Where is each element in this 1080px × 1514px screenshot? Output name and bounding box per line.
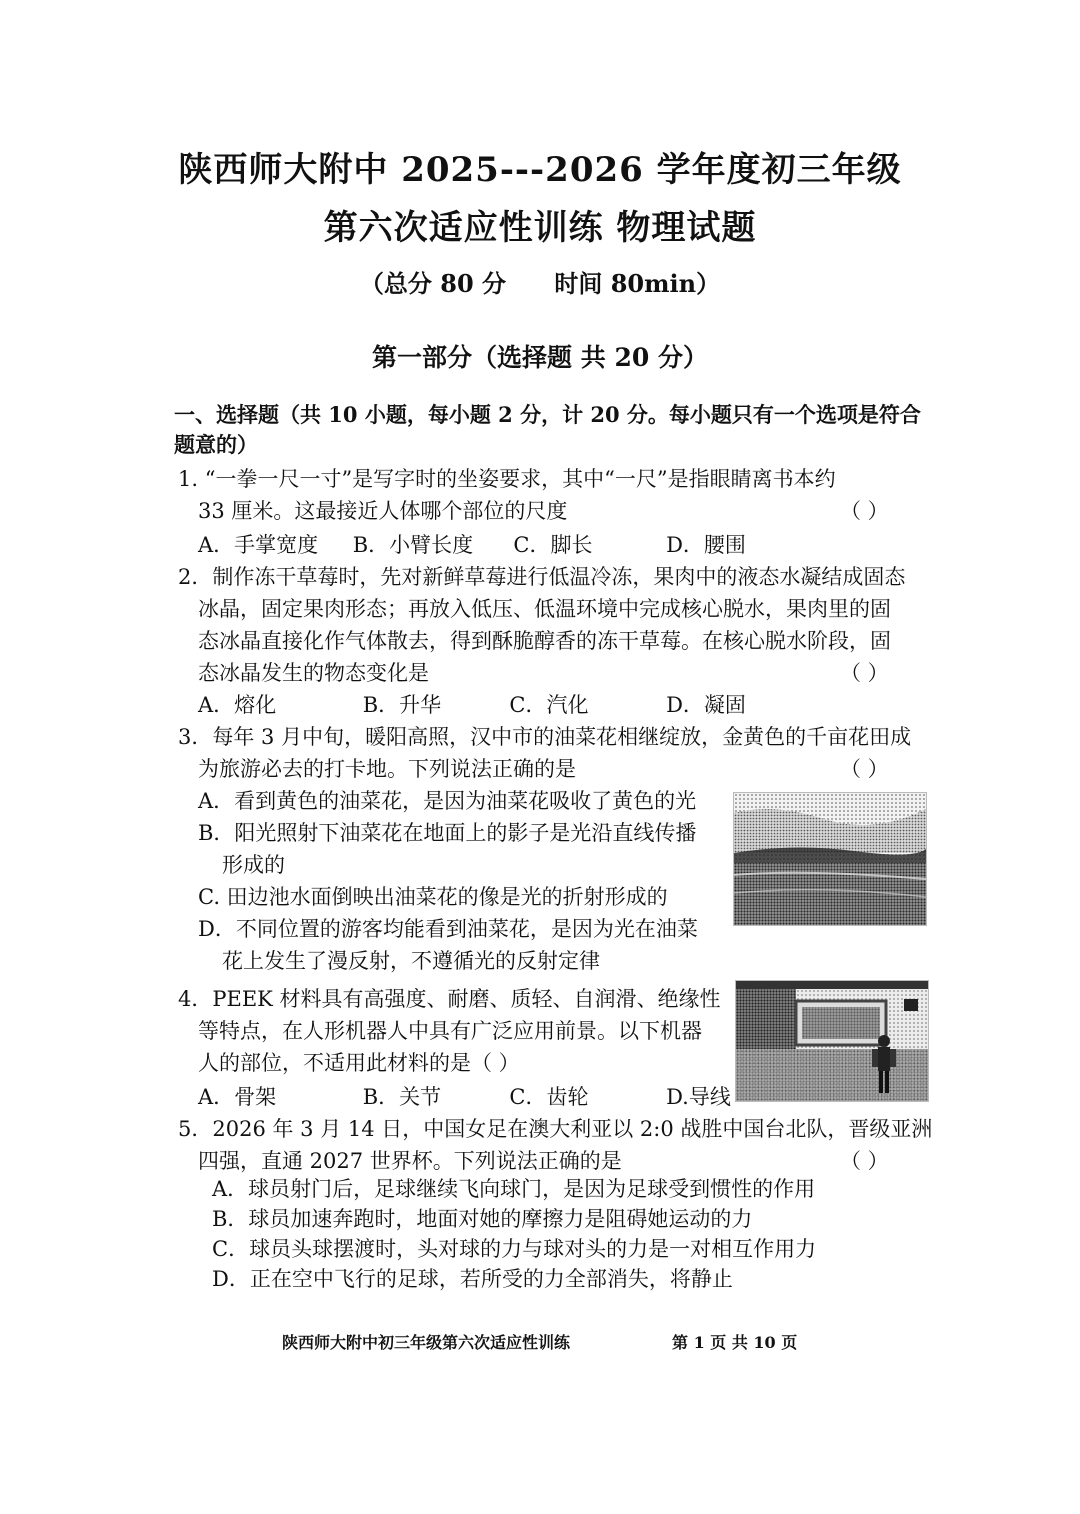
- q5-option-b: B．球员加速奔跑时，地面对她的摩擦力是阻碍她运动的力: [212, 1207, 753, 1231]
- q5-option-d: D．正在空中飞行的足球，若所受的力全部消失，将静止: [212, 1267, 733, 1291]
- q3-option-d-line1: D．不同位置的游客均能看到油菜花，是因为光在油菜: [198, 917, 698, 941]
- q2-option-c: C．汽化: [509, 693, 589, 717]
- q2-line1: 2．制作冻干草莓时，先对新鲜草莓进行低温冷冻，果肉中的液态水凝结成固态: [178, 565, 906, 589]
- q3-option-c: C. 田边池水面倒映出油菜花的像是光的折射形成的: [198, 885, 668, 909]
- q1-option-a: A．手掌宽度: [198, 533, 319, 557]
- q4-options: [198, 1082, 731, 1112]
- section-heading: 一、选择题（共 10 小题，每小题 2 分，计 20 分。每小题只有一个选项是符合题意的）: [174, 402, 921, 457]
- exam-time: 时间 80min）: [554, 269, 721, 298]
- q3-line1: 3．每年 3 月中旬，暖阳高照，汉中市的油菜花相继绽放，金黄色的千亩花田成: [178, 725, 912, 749]
- q2-options: [198, 690, 746, 720]
- q2-option-a: A．熔化: [198, 693, 277, 717]
- q2-line2: 冰晶，固定果肉形态；再放入低压、低温环境中完成核心脱水，果肉里的固: [198, 597, 891, 621]
- q1-line2: 33 厘米。这最接近人体哪个部位的尺度: [198, 499, 568, 523]
- exam-title-line1: 陕西师大附中 2025---2026 学年度初三年级: [178, 150, 902, 190]
- q4-option-c: C．齿轮: [509, 1085, 589, 1109]
- q1-line1: 1. “一拳一尺一寸”是写字时的坐姿要求，其中“一尺”是指眼睛离书本约: [178, 467, 836, 491]
- part-title: 第一部分（选择题 共 20 分）: [372, 343, 708, 372]
- q5-option-c: C．球员头球摆渡时，头对球的力与球对头的力是一对相互作用力: [212, 1237, 817, 1261]
- q4-option-b: B．关节: [362, 1085, 442, 1109]
- q2-line4: 态冰晶发生的物态变化是: [198, 661, 429, 685]
- q1-options: [198, 530, 746, 560]
- q1-answer-paren: （ ）: [840, 499, 889, 523]
- q4-line2: 等特点，在人形机器人中具有广泛应用前景。以下机器: [198, 1019, 702, 1043]
- q5-line2: 四强，直通 2027 世界杯。下列说法正确的是: [198, 1149, 622, 1173]
- q5-option-a: A．球员射门后，足球继续飞向球门，是因为足球受到惯性的作用: [212, 1177, 816, 1201]
- rapeseed-field-photo: [733, 792, 927, 926]
- q3-option-b-line2: 形成的: [222, 853, 285, 877]
- q4-option-d: D.导线: [666, 1085, 731, 1109]
- q5-answer-paren: （ ）: [840, 1149, 889, 1173]
- footer-exam-name: 陕西师大附中初三年级第六次适应性训练: [282, 1333, 571, 1352]
- total-score: （总分 80 分: [359, 269, 507, 298]
- q1-option-b: B．小臂长度: [352, 533, 474, 557]
- exam-title-line2: 第六次适应性训练 物理试题: [323, 208, 757, 248]
- q3-option-a: A．看到黄色的油菜花，是因为油菜花吸收了黄色的光: [198, 789, 697, 813]
- q4-line3: 人的部位，不适用此材料的是（ ）: [198, 1051, 520, 1075]
- q3-line2: 为旅游必去的打卡地。下列说法正确的是: [198, 757, 576, 781]
- q2-answer-paren: （ ）: [840, 661, 889, 685]
- q4-option-a: A．骨架: [198, 1085, 277, 1109]
- q5-line1: 5．2026 年 3 月 14 日，中国女足在澳大利亚以 2:0 战胜中国台北队，晋级亚洲: [178, 1117, 933, 1141]
- humanoid-robot-photo: [735, 980, 929, 1102]
- q1-option-d: D．腰围: [666, 533, 746, 557]
- q3-option-d-line2: 花上发生了漫反射，不遵循光的反射定律: [222, 949, 600, 973]
- q2-option-b: B．升华: [362, 693, 442, 717]
- q3-answer-paren: （ ）: [840, 757, 889, 781]
- q4-line1: 4．PEEK 材料具有高强度、耐磨、质轻、自润滑、绝缘性: [178, 987, 721, 1011]
- exam-meta: [0, 264, 1080, 299]
- q2-line3: 态冰晶直接化作气体散去，得到酥脆醇香的冻干草莓。在核心脱水阶段，固: [198, 629, 891, 653]
- footer-page-number: 第 1 页 共 10 页: [672, 1333, 798, 1352]
- q1-option-c: C．脚长: [513, 533, 593, 557]
- q2-option-d: D．凝固: [666, 693, 746, 717]
- q3-option-b-line1: B．阳光照射下油菜花在地面上的影子是光沿直线传播: [198, 821, 697, 845]
